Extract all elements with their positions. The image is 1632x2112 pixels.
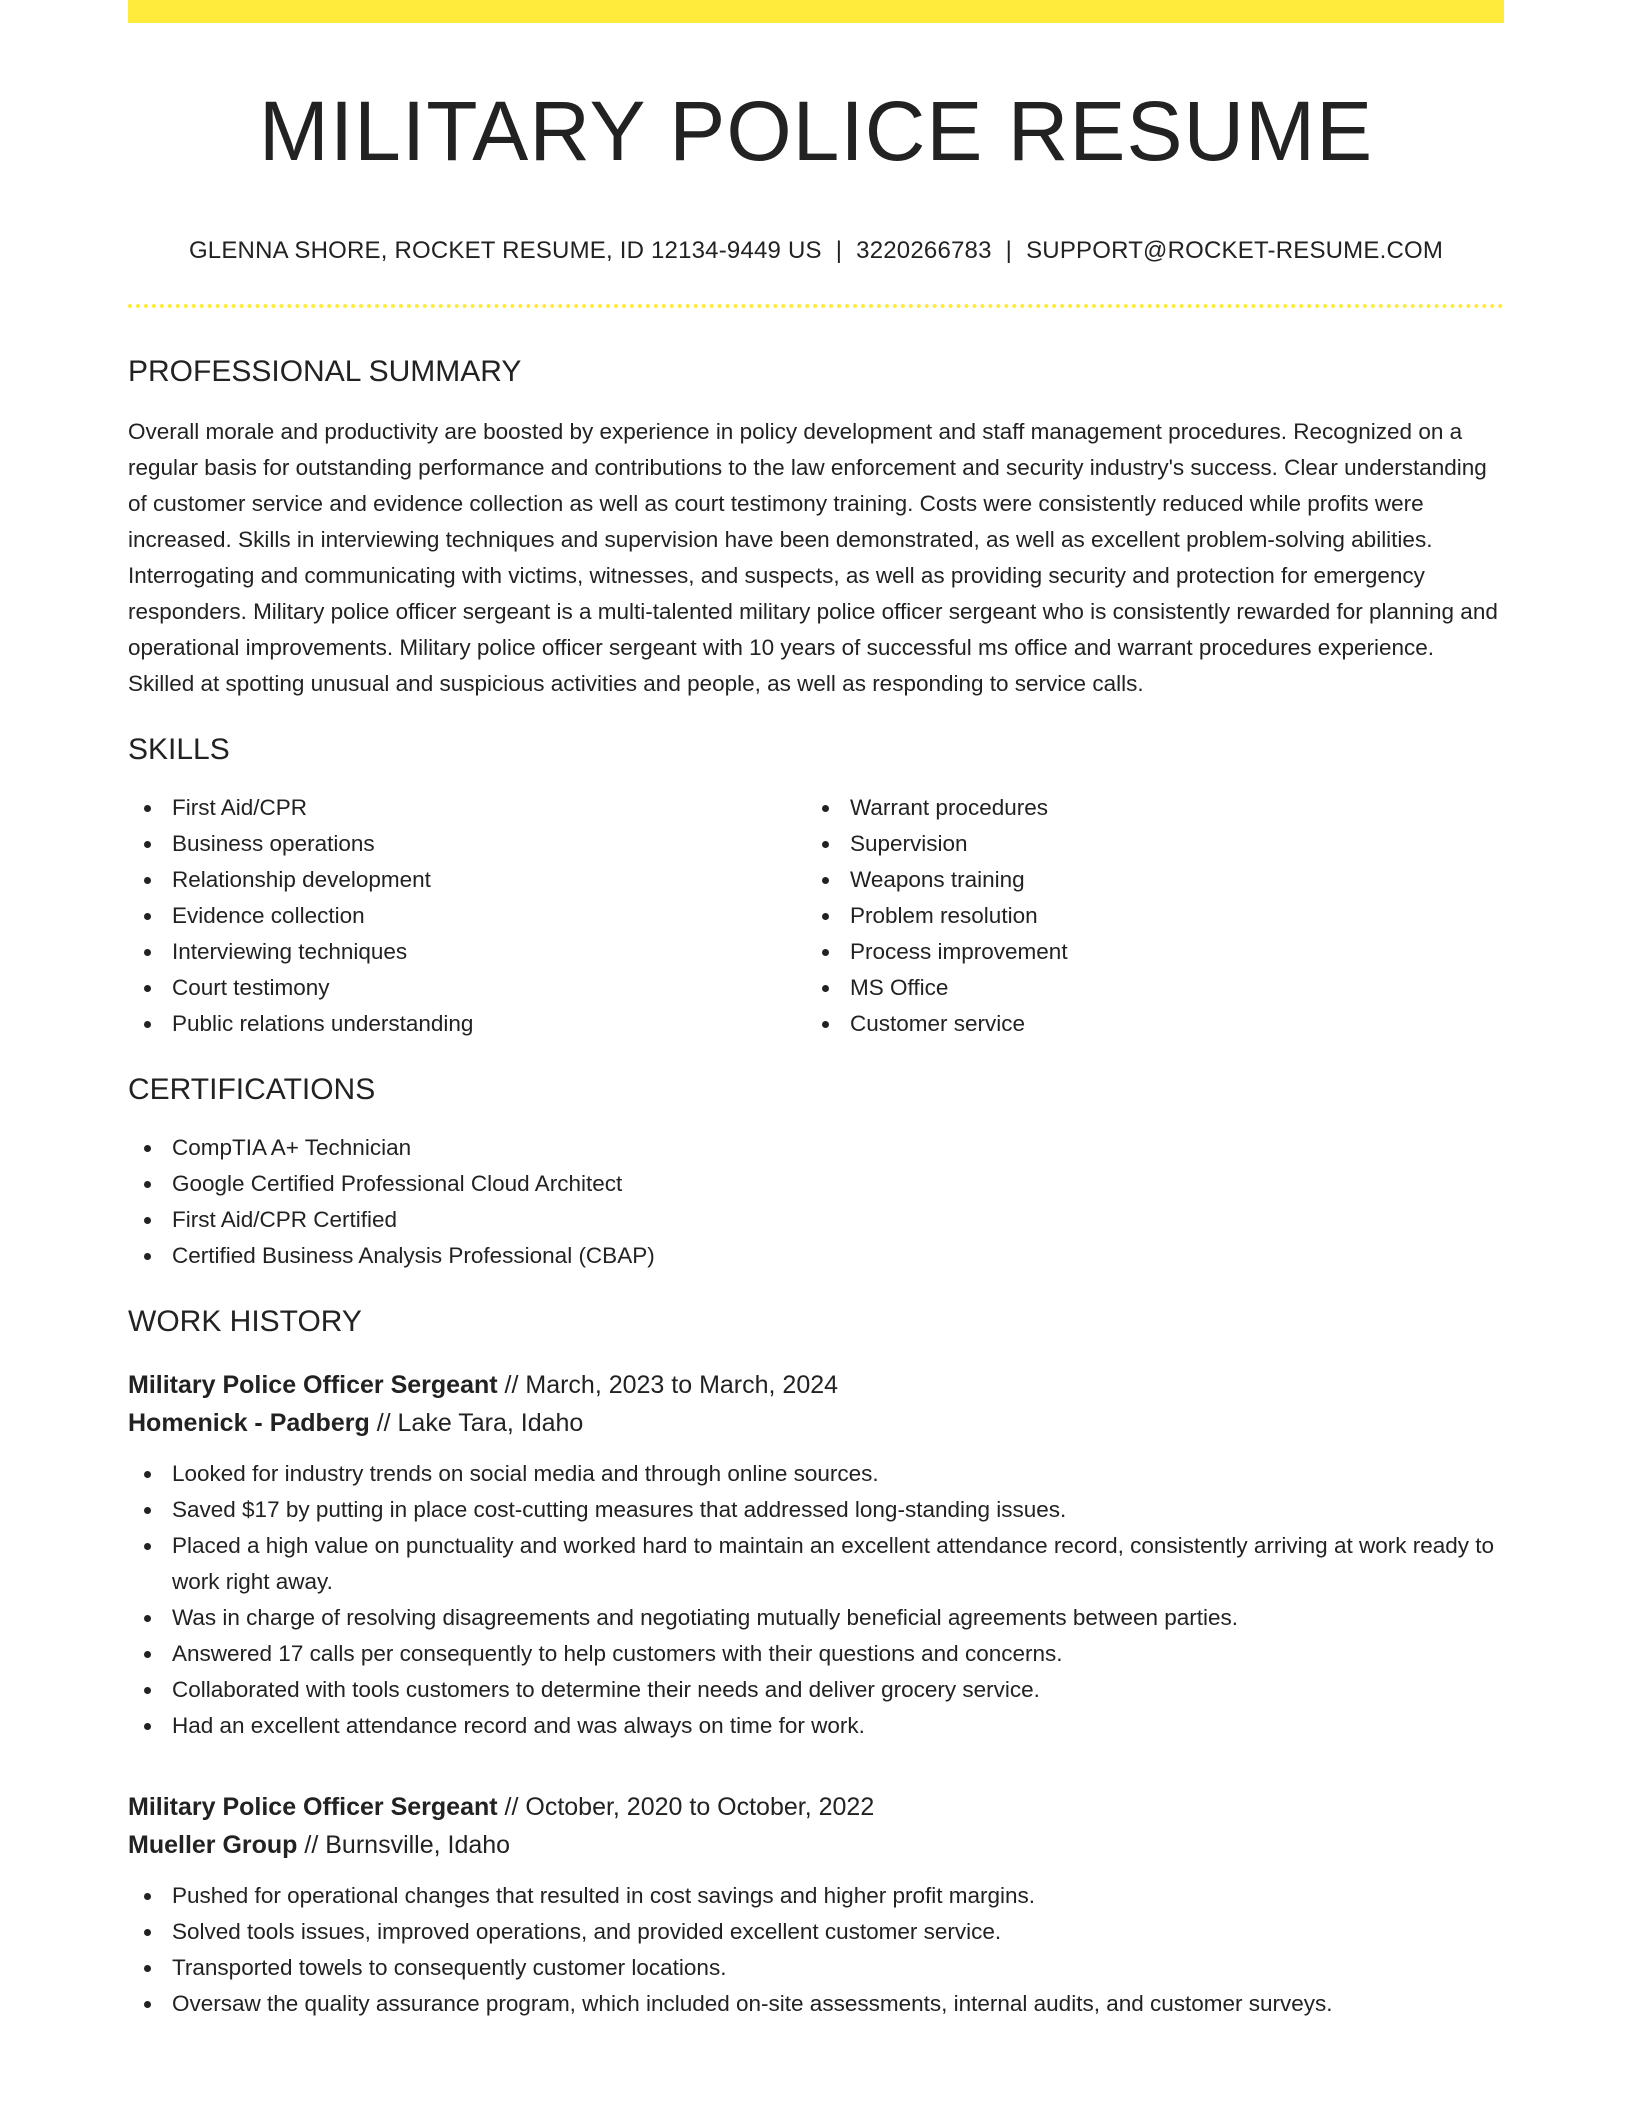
skill-item: Interviewing techniques xyxy=(128,934,806,970)
skill-item: Weapons training xyxy=(806,862,1484,898)
contact-address: GLENNA SHORE, ROCKET RESUME, ID 12134-9449 US xyxy=(188,237,822,265)
job-title-line xyxy=(128,1788,1504,1826)
job-bullet-list xyxy=(128,1878,1504,2022)
job-dates: // March, 2023 to March, 2024 xyxy=(504,1371,839,1400)
contact-separator: | xyxy=(835,237,843,265)
job-bullet-list xyxy=(128,1456,1504,1744)
resume-page xyxy=(128,0,1504,2022)
skills-heading: SKILLS xyxy=(128,733,230,767)
skill-item: Problem resolution xyxy=(806,898,1484,934)
job-bullet: Placed a high value on punctuality and worked hard to maintain an excellent attendance record, consistently arriving at work ready to work right away. xyxy=(128,1528,1504,1600)
skill-item: Business operations xyxy=(128,826,806,862)
job-bullet: Looked for industry trends on social media and through online sources. xyxy=(128,1456,1504,1492)
job-company-line xyxy=(128,1826,1504,1864)
job-entry xyxy=(128,1366,1504,1744)
job-bullet: Answered 17 calls per consequently to help customers with their questions and concerns. xyxy=(128,1636,1504,1672)
contact-separator: | xyxy=(1005,237,1013,265)
contact-phone: 3220266783 xyxy=(856,237,992,265)
job-title: Military Police Officer Sergeant xyxy=(128,1371,498,1400)
skill-item: Customer service xyxy=(806,1006,1484,1042)
skill-item: Court testimony xyxy=(128,970,806,1006)
skill-item: Warrant procedures xyxy=(806,790,1484,826)
skills-list-right xyxy=(806,790,1484,1042)
skill-item: Evidence collection xyxy=(128,898,806,934)
job-title: Military Police Officer Sergeant xyxy=(128,1793,498,1822)
job-dates: // October, 2020 to October, 2022 xyxy=(504,1793,875,1822)
job-entry xyxy=(128,1788,1504,2022)
job-bullet: Saved $17 by putting in place cost-cutting measures that addressed long-standing issues. xyxy=(128,1492,1504,1528)
skill-item: MS Office xyxy=(806,970,1484,1006)
job-location: // Burnsville, Idaho xyxy=(304,1831,511,1860)
skill-item: Supervision xyxy=(806,826,1484,862)
job-company: Homenick - Padberg xyxy=(128,1409,370,1438)
job-bullet: Was in charge of resolving disagreements and negotiating mutually beneficial agreements between parties. xyxy=(128,1600,1504,1636)
summary-heading: PROFESSIONAL SUMMARY xyxy=(128,355,522,389)
job-company-line xyxy=(128,1404,1504,1442)
summary-text: Overall morale and productivity are boosted by experience in policy development and staff management procedures. Recognized on a regular basis for outstanding performance and contributions to the law enforcement and security industry's success. Clear understanding of customer service and evidence collection as well as court testimony training. Costs were consistently reduced while profits were increased. Skills in interviewing techniques and supervision have been demonstrated, as well as excellent problem-solving abilities. Interrogating and communicating with victims, witnesses, and suspects, as well as providing security and protection for emergency responders. Military police officer sergeant is a multi-talented military police officer sergeant who is consistently rewarded for planning and operational improvements. Military police officer sergeant with 10 years of successful ms office and warrant procedures experience. Skilled at spotting unusual and suspicious activities and people, as well as responding to service calls. xyxy=(128,419,1498,697)
job-bullet: Oversaw the quality assurance program, which included on-site assessments, internal audits, and customer surveys. xyxy=(128,1986,1504,2022)
job-location: // Lake Tara, Idaho xyxy=(376,1409,584,1438)
job-bullet: Had an excellent attendance record and was always on time for work. xyxy=(128,1708,1504,1744)
certification-item: Google Certified Professional Cloud Architect xyxy=(128,1166,1504,1202)
certifications-heading: CERTIFICATIONS xyxy=(128,1073,376,1107)
skills-grid xyxy=(128,790,1504,1042)
job-bullet: Solved tools issues, improved operations, and provided excellent customer service. xyxy=(128,1914,1504,1950)
skills-list-left xyxy=(128,790,806,1042)
header-divider xyxy=(128,304,1504,308)
contact-email: SUPPORT@ROCKET-RESUME.COM xyxy=(1026,237,1444,265)
certification-item: Certified Business Analysis Professional (CBAP) xyxy=(128,1238,1504,1274)
work-history-heading: WORK HISTORY xyxy=(128,1305,362,1339)
certifications-list xyxy=(128,1130,1504,1274)
job-bullet: Collaborated with tools customers to determine their needs and deliver grocery service. xyxy=(128,1672,1504,1708)
job-company: Mueller Group xyxy=(128,1831,298,1860)
certification-item: CompTIA A+ Technician xyxy=(128,1130,1504,1166)
resume-title: MILITARY POLICE RESUME xyxy=(258,84,1374,178)
certification-item: First Aid/CPR Certified xyxy=(128,1202,1504,1238)
skill-item: Public relations understanding xyxy=(128,1006,806,1042)
top-accent-bar xyxy=(128,0,1504,23)
contact-line xyxy=(128,237,1504,266)
job-bullet: Pushed for operational changes that resulted in cost savings and higher profit margins. xyxy=(128,1878,1504,1914)
job-title-line xyxy=(128,1366,1504,1404)
job-bullet: Transported towels to consequently customer locations. xyxy=(128,1950,1504,1986)
skill-item: First Aid/CPR xyxy=(128,790,806,826)
skill-item: Relationship development xyxy=(128,862,806,898)
skill-item: Process improvement xyxy=(806,934,1484,970)
